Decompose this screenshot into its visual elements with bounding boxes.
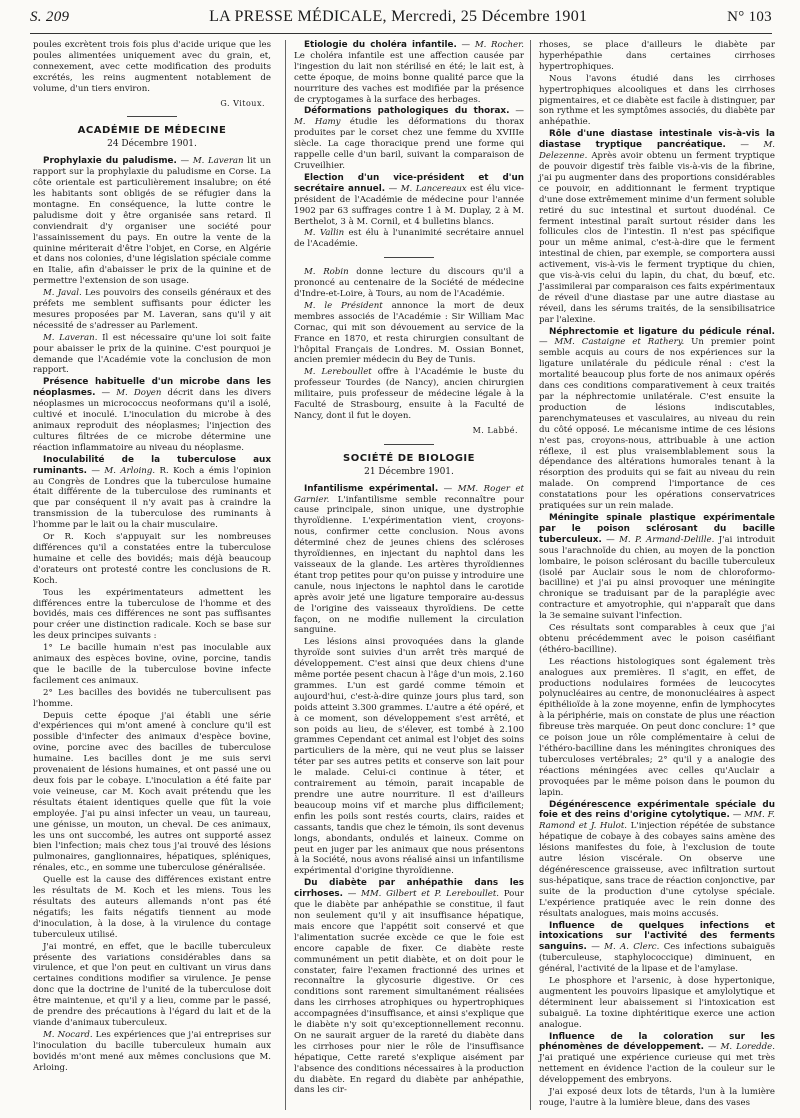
article-thorax: Déformations pathologiques du thorax. — M. Hamy étudie les déformations du thorax produites par le corset chez une femme du XVIIIe siècle. La cage thoracique prend une forme qui rappelle celle d'un baril, suivant la comparaison de Cruveilhier. <box>294 106 524 171</box>
article-text: J'ai introduit sous l'arachnoïde du chien, au moyen de la ponction lombaire, le poison sclérosant du bacille tuberculeux (isolé par Auclair sous le nom de chloroformo-bacilline) et j'ai pu ainsi provoquer une méningite chronique se traduisant par de la paraplégie avec contracture et amyotrophie, qui n'apparaît que dans la 3e semaine suivant l'infection. <box>539 534 775 622</box>
article-title: Inoculabilité de la tuberculose aux ruminants. <box>33 454 271 476</box>
article-coloration: Influence de la coloration sur les phénomènes de développement. — M. Loredde. J'ai pratiqué une expérience curieuse qui met très nettement en évidence l'action de la couleur sur le développement des embryons. <box>539 1031 775 1086</box>
article-title: Déformations pathologiques du thorax. <box>304 106 510 117</box>
paragraph: Le phosphore et l'arsenic, à dose hypertonique, augmentent les pouvoirs lipasique et amylolytique et déterminent leur abaissement si l'intoxication est subaiguë. La toxine diphtéritique exerce une action analogue. <box>539 976 775 1030</box>
paragraph <box>33 333 271 377</box>
paragraph: Les lésions ainsi provoquées dans la glande thyroïde sont suivies d'un arrêt très marqué de développement. C'est ainsi que deux chiens d'une même portée pesent chacun à l'âge d'un mois, 2.160 grammes. L'un est gardé comme témoin et aujourd'hui, c'est-à-dire quinze jours plus tard, son poids atteint 3.300 grammes. L'autre a été opéré, et à ce moment, son développement s'est arrêté, et son poids au lieu, de s'élever, est tombé à 2.100 grammes Cependant cet animal est l'objet des soins particuliers de la mère, qui ne veut plus se laisser téter par ses autres petits et conserve son lait pour le malade. Celui-ci continue à téter, et contrairement au témoin, parait incapable de prendre une autre nourriture. Il est d'ailleurs beaucoup moins vif et marche plus difficilement; enfin les poils sont restés courts, clairs, raides et cassants, tandis que chez le témoin, ils sont devenus longs, abondants, ondulés et laineux. Comme on peut en juger par les animaux que nous présentons à la Société, nous avons réalisé ainsi un infantilisme expérimental d'origine thyroïdienne. <box>294 637 524 877</box>
paragraph-text: Les expériences que j'ai entreprises sur l'inoculation du bacille tuberculeux humain aux bovidés m'ont mené aux mêmes conclusions que M. Arloing. <box>33 1029 271 1073</box>
article-text: J'ai pratiqué une expérience curieuse qui met très nettement en évidence l'action de la couleur sur le développement des embryons. <box>539 1053 775 1086</box>
article-tuberculose: Inoculabilité de la tuberculose aux ruminants. — M. Arloing. R. Koch a émis l'opinion au Congrès de Londres que la tuberculose humaine était différente de la tuberculose des ruminants et que par conséquent il n'y avait pas à craindre la transmission de la tuberculose des ruminants à l'homme par le lait ou la chair musculaire. <box>33 454 271 531</box>
column-middle <box>285 40 524 1110</box>
paragraph-text: donne lecture du discours qu'il a prononcé au centenaire de la Société de médecine d'Indre-et-Loire, à Tours, au nom de l'Académie. <box>294 267 524 300</box>
paragraph: 1° Le bacille humain n'est pas inoculable aux animaux des espèces bovine, ovine, porcine, tandis que le bacille de la tuberculose bovine infecte facilement ces animaux. <box>33 643 271 686</box>
paragraph: Nous l'avons étudié dans les cirrhoses hypertrophiques alcooliques et dans les cirrhoses pigmentaires, et ce diabète est facile à distinguer, par son rythme et les symptômes associés, du diabète par anhépathie. <box>539 73 775 128</box>
article-meningite: Méningite spinale plastique expérimentale par le poison sclérosant du bacille tuberculeux. — M. P. Armand-Delille. J'ai introduit sous l'arachnoïde du chien, au moyen de la ponction lombaire, le poison sclérosant du bacille tuberculeux (isolé par Auclair sous le nom de chloroformo-bacilline) et j'ai pu ainsi provoquer une méningite chronique se traduisant par de la paraplégie avec contracture et amyotrophie, qui n'apparaît que dans la 3e semaine suivant l'infection. <box>539 512 775 622</box>
page-reference: S. 209 <box>30 9 70 25</box>
speaker: M. Nocard. <box>43 1029 93 1040</box>
paragraph: Depuis cette époque j'ai établi une série d'expériences qui m'ont amené à conclure qu'il est possible d'infecter des animaux d'espèce bovine, ovine, porcine avec des bacilles de tuberculose humaine. Les bacilles dont je me suis servi provenaient de lésions humaines, et ont passé une ou deux fois par le cobaye. L'inoculation a été faite par voie veineuse, car M. Koch avait prétendu que les résultats étaient identiques quelle que fût la voie employée. J'ai pu ainsi infecter un veau, un taureau, une génisse, un mouton, un cheval. De ces animaux, les uns ont succombé, les autres ont supporté assez bien l'infection; mais chez tous j'ai trouvé des lésions pulmonaires, ganglionnaires, hépatiques, spléniques, rénales, etc., en somme une tuberculose généralisée. <box>33 710 271 874</box>
speaker: M. Laveran. <box>43 332 98 343</box>
section-date: 21 Décembre 1901. <box>364 466 454 477</box>
article-cholera: Etiologie du choléra infantile. — M. Rocher. Le choléra infantile est une affection causée par l'ingestion du lait non stérilisé en été; le lait est, à cette époque, de moins bonne qualité parce que la nourriture des vaches est modifiée par la présence de cryptogames à la surface des herbages. <box>294 40 524 105</box>
article-author: M. Loredde. <box>720 1042 775 1053</box>
paragraph <box>294 301 524 366</box>
article-title: Influence de la coloration sur les phénomènes de développement. <box>539 1031 775 1053</box>
article-text: L'injection répétée de substance hépatique de cobaye à des cobayes sains amène des lésions manifestes du foie, à l'exclusion de toute autre lésion viscérale. On observe une dégénérescence graisseuse, avec infiltration surtout sus-hépatique, sans trace de réaction conjonctive, par suite de la production d'une cytolyse spéciale. L'expérience pratiquée avec le rein donne des résultats analogues, mais moins accusés. <box>539 821 775 919</box>
intro-paragraph: poules excrètent trois fois plus d'acide urique que les poules alimentées uniquement avec du grain, et, connexement, avec cette modification des produits excrétés, les reins augmentent notablement de volume, d'un tiers environ. <box>33 40 271 94</box>
article-author: M. Arloing. <box>104 465 156 476</box>
paragraph: Or R. Koch s'appuyait sur les nombreuses différences qu'il a constatées entre la tuberculose humaine et celle des bovidés; mais déjà beaucoup d'orateurs ont protesté contre les conclusions de R. Koch. <box>33 532 271 586</box>
article-infantilisme: Infantilisme expérimental. — MM. Roger et Garnier. L'infantilisme semble reconnaître pour cause principale, sinon unique, une dystrophie thyroïdienne. L'expérimentation vient, croyons-nous, confirmer cette conclusion. Nous avons déterminé chez de jeunes chiens des scléroses thyroïdiennes, en injectant du naphtol dans les vaisseaux de la glande. Les artères thyroïdiennes étant trop petites pour qu'on puisse y introduire une canule, nous injectons le naphtol dans le carotide après avoir jeté une ligature temporaire au-dessus de l'origine des vaisseaux thyroïdiens. De cette façon, on ne modifie nullement la circulation sanguine. <box>294 483 524 636</box>
article-text: Pour que le diabète par anhépathie se constitue, il faut non seulement qu'il y ait insuffisance hépatique, mais encore que l'appétit soit conservé et que l'alimentation sucrée excède ce que le foie est encore capable de fixer. Ce diabète reste communément un petit diabète, et on doit pour le constater, faire l'examen fractionné des urines et reconnaître la glycosurie digestive. Or ces conditions sont rarement simultanément réalisées dans les cirrhoses atrophiques ou hypertrophiques accompagnées d'insuffisance, et ainsi s'explique que le diabète n'y soit qu'exceptionnellement reconnu. On ne saurait arguer de la rareté du diabète dans les cirrhoses pour nier le rôle de l'insuffisance hépatique, Cette rareté s'explique aisément par l'absence des conditions nécessaires à la production du diabète. En regard du diabète par anhépathie, dans les cir- <box>294 889 524 1096</box>
paragraph-text: Il est nécessaire qu'une loi soit faite pour abaisser le prix de la quinine. C'est pourquoi je demande que l'Académie vote la conclusion de mon rapport. <box>33 332 271 376</box>
article-microbe: Présence habituelle d'un microbe dans les néoplasmes. — M. Doyen décrit dans les divers néoplasmes un micrococcus neoformans qu'il a isolé, cultivé et inoculé. L'inoculation du microbe à des animaux reproduit des néoplasmes; l'injection des cultures filtrées de ce microbe détermine une réaction inflammatoire au niveau du néoplasme. <box>33 377 271 453</box>
article-author: MM. Roger et Garnier. <box>294 483 524 505</box>
paragraph <box>33 288 271 332</box>
article-text: Après avoir obtenu un ferment tryptique de pouvoir digestif très faible vis-à-vis de la fibrine, j'ai pu augmenter dans des proportions considérables ce pouvoir, en additionnant le ferment tryptique d'une dose extrêmement minime d'un ferment soluble retiré du suc intestinal et surtout duodénal. Ce ferment intestinal paraît surtout résider dans les follicules clos de l'intestin. Il n'est pas spécifique pour un même animal, c'est-à-dire que le ferment intestinal de chien, par exemple, se comportera aussi activement, vis-à-vis le ferment tryptique du chien, que vis-à-vis celui du lapin, du chat, du bœuf, etc. J'assimilerai par comparaison ces faits expérimentaux de réveil d'une diastase par une autre diastase au réveil, dans les sérums traités, de la sensibilisatrice par l'alexine. <box>539 151 775 325</box>
paragraph: rhoses, se place d'ailleurs le diabète par hyperhépathie dans certaines cirrhoses hypertrophiques. <box>539 40 775 72</box>
article-author: M. Hamy <box>294 117 341 128</box>
article-title: Dégénérescence expérimentale spéciale du foie et des reins d'origine cytolytique. <box>539 799 775 821</box>
article-author: M. Rocher. <box>474 40 524 50</box>
paragraph <box>294 367 524 422</box>
section-heading-biologie: SOCIÉTÉ DE BIOLOGIE <box>343 452 475 464</box>
paragraph-text: offre à l'Académie le buste du professeur Tourdes (de Nancy), ancien chirurgien militaire, puis professeur de médecine légale à la Faculté de Strasbourg, ensuite à la Faculté de Nancy, dont il fut le doyen. <box>294 367 524 421</box>
paragraph-text: Les pouvoirs des conseils généraux et des préfets me semblent suffisants pour édicter les mesures proposées par M. Laveran, sans qu'il y ait nécessité de s'adresser au Parlement. <box>33 288 271 331</box>
article-title: Influence de quelques infections et intoxications sur l'activité des ferments sanguins. <box>539 920 775 953</box>
article-title: Méningite spinale plastique expérimentale par le poison sclérosant du bacille tuberculeux. <box>539 512 775 545</box>
paragraph <box>294 267 524 300</box>
section-heading-academie: ACADÉMIE DE MÉDECINE <box>77 125 227 137</box>
header-rule <box>30 33 772 34</box>
paragraph: Ces résultats sont comparables à ceux que j'ai obtenu précédemment avec le poison caséifiant (éthéro-bacilline). <box>539 623 775 655</box>
paragraph: J'ai montré, en effet, que le bacille tuberculeux présente des variations considérables dans sa virulence, et que l'on peut en cultivant un virus dans certaines conditions modifier sa virulence. Je pense donc que la doctrine de l'unité de la tuberculose doit être maintenue, et qu'il y a lieu, comme par le passé, de prendre des précautions à l'égard du lait et de la viande d'animaux tuberculeux. <box>33 941 271 1028</box>
paragraph: 2° Les bacilles des bovidés ne tuberculisent pas l'homme. <box>33 687 271 709</box>
paragraph: Tous les expérimentateurs admettent les différences entre la tuberculose de l'homme et des bovidés, mais ces différences ne sont pas suffisantes pour créer une distinction radicale. Koch se base sur les deux principes suivants : <box>33 587 271 642</box>
section-signature: M. Labbé. <box>472 425 518 435</box>
separator <box>384 444 434 445</box>
article-author: MM. Castaigne et Rathery. <box>554 337 685 348</box>
intro-signature: G. Vitoux. <box>220 98 265 108</box>
article-title: Néphrectomie et ligature du pédicule rénal. <box>549 326 775 337</box>
article-paludisme: Prophylaxie du paludisme. — M. Laveran lit un rapport sur la prophylaxie du paludisme en Corse. La côte orientale est particulièrement insalubre; on été les habitants sont obligés de se réfugier dans la montagne. En conséquence, la lutte contre le paludisme doit y être organisée sans retard. Il conviendrait d'y organiser une société pour l'assainissement du pays. En outre la vente de la quinine mériterait d'être l'objet, en Corse, en Algérie et dans nos colonies, d'une législation spéciale comme en Italie, afin d'abaisser le prix de la quinine et de permettre l'extension de son usage. <box>33 156 271 287</box>
paragraph <box>33 1030 271 1074</box>
page-header <box>30 8 772 30</box>
article-author: M. P. Armand-Delille. <box>619 534 715 545</box>
article-title: Du diabète par anhépathie dans les cirrhoses. <box>294 878 524 900</box>
issue-number: N° 103 <box>727 9 772 25</box>
paragraph <box>294 228 524 250</box>
column-right <box>530 40 775 1110</box>
article-text: Le choléra infantile est une affection causée par l'ingestion du lait non stérilisé en été; le lait est, à cette époque, de moins bonne qualité parce que la nourriture des vaches est modifiée par la présence de cryptogames à la surface des herbages. <box>294 50 524 105</box>
speaker: M. Vallin <box>304 228 345 239</box>
article-author: M. Laveran <box>192 156 244 167</box>
article-author: M. A. Clerc. <box>604 942 660 953</box>
journal-title: LA PRESSE MÉDICALE, Mercredi, 25 Décembre 1901 <box>209 8 588 25</box>
article-author: MM. F. Ramond et J. Hulot. <box>539 810 775 832</box>
paragraph: Quelle est la cause des différences existant entre les résultats de M. Koch et les miens. Tous les résultats des auteurs allemands n'ont pas été négatifs; les faits négatifs tiennent au mode d'inoculation, à la dose, à la virulence du contage tuberculeux utilisé. <box>33 875 271 940</box>
article-ferments: Influence de quelques infections et intoxications sur l'activité des ferments sanguins. — M. A. Clerc. Ces infections subaiguës (tuberculeuse, staphylococcique) diminuent, en général, l'activité de la lipase et de l'amylase. <box>539 920 775 975</box>
article-degenerescence: Dégénérescence expérimentale spéciale du foie et des reins d'origine cytolytique. — MM. F. Ramond et J. Hulot. L'injection répétée de substance hépatique de cobaye à des cobayes sains amène des lésions manifestes du foie, à l'exclusion de toute autre lésion viscérale. On observe une dégénérescence graisseuse, avec infiltration surtout sus-hépatique, sans trace de réaction conjonctive, par suite de la production d'une cytolyse spéciale. L'expérience pratiquée avec le rein donne des résultats analogues, mais moins accusés. <box>539 799 775 919</box>
paragraph: J'ai exposé deux lots de têtards, l'un à la lumière rouge, l'autre à la lumière bleue, dans des vases <box>539 1087 775 1108</box>
column-left <box>33 40 271 1110</box>
article-title: Prophylaxie du paludisme. <box>43 156 177 167</box>
article-election: Election d'un vice-président et d'un secrétaire annuel. — M. Lancereaux est élu vice-président de l'Académie de médecine pour l'année 1902 par 63 suffrages contre 1 à M. Duplay, 2 à M. Berthelot, 3 à M. Cornil, et 4 bulletins blancs. <box>294 172 524 227</box>
article-text: Un premier point semble acquis au cours de nos expériences sur la ligature unilatérale du pédicule rénal : c'est la mortalité beaucoup plus forte de nos animaux opérés dans ces conditions comparativement à ceux traités par la néphrectomie unilatérale. C'est ensuite la production de lésions indiscutables, parenchymateuses et vasculaires, au niveau du rein du côté opposé. Le mécanisme intime de ces lésions n'est pas, croyons-nous, attribuable à une action réflexe, il est plus vraisemblablement sous la dépendance des altérations humorales tenant à la résorption des produits qui se fait au niveau du rein malade. On comprend l'importance de ces constatations pour les opérations conservatrices pratiquées sur un rein malade. <box>539 337 775 512</box>
article-title: Présence habituelle d'un microbe dans les néoplasmes. <box>33 377 271 399</box>
article-diastase: Rôle d'une diastase intestinale vis-à-vis la diastase tryptique pancréatique. — M. Delezenne. Après avoir obtenu un ferment tryptique de pouvoir digestif très faible vis-à-vis de la fibrine, j'ai pu augmenter dans des proportions considérables ce pouvoir, en additionnant le ferment tryptique d'une dose extrêmement minime d'un ferment soluble retiré du suc intestinal et surtout duodénal. Ce ferment intestinal paraît surtout résider dans les follicules clos de l'intestin. Il n'est pas spécifique pour un même animal, c'est-à-dire que le ferment intestinal de chien, par exemple, se comportera aussi activement, vis-à-vis le ferment tryptique du chien, que vis-à-vis celui du lapin, du chat, du bœuf, etc. J'assimilerai par comparaison ces faits expérimentaux de réveil d'une diastase par une autre diastase au réveil, dans les sérums traités, de la sensibilisatrice par l'alexine. <box>539 129 775 325</box>
article-author: M. Lancereaux <box>400 183 467 194</box>
article-text: Ces infections subaiguës (tuberculeuse, staphylococcique) diminuent, en général, l'activité de la lipase et de l'amylase. <box>539 942 775 975</box>
speaker: M. le Président <box>304 300 383 311</box>
article-diabete: Du diabète par anhépathie dans les cirrhoses. — MM. Gilbert et P. Lereboullet. Pour que le diabète par anhépathie se constitue, il faut non seulement qu'il y ait insuffisance hépatique, mais encore que l'appétit soit conservé et que l'alimentation sucrée excède ce que le foie est encore capable de fixer. Ce diabète reste communément un petit diabète, et on doit pour le constater, faire l'examen fractionné des urines et reconnaître la glycosurie digestive. Or ces conditions sont rarement simultanément réalisées dans les cirrhoses atrophiques ou hypertrophiques accompagnées d'insuffisance, et ainsi s'explique que le diabète n'y soit qu'exceptionnellement reconnu. On ne saurait arguer de la rareté du diabète dans les cirrhoses pour nier le rôle de l'insuffisance hépatique, Cette rareté s'explique aisément par l'absence des conditions nécessaires à la production du diabète. En regard du diabète par anhépathie, dans les cir- <box>294 878 524 1096</box>
article-text: est élu vice-président de l'Académie de médecine pour l'année 1902 par 63 suffrages contre 1 à M. Duplay, 2 à M. Berthelot, 3 à M. Cornil, et 4 bulletins blancs. <box>294 183 524 227</box>
article-author: M. Doyen <box>116 388 162 399</box>
article-title: Rôle d'une diastase intestinale vis-à-vis la diastase tryptique pancréatique. <box>539 129 775 151</box>
article-author: MM. Gilbert et P. Lereboullet. <box>361 889 500 900</box>
section-date: 24 Décembre 1901. <box>107 139 197 150</box>
article-text: R. Koch a émis l'opinion au Congrès de Londres que la tuberculose humaine était différente de la tuberculose des ruminants et que par conséquent il n'y avait pas à craindre la transmission de la tuberculose des ruminants à l'homme par le lait ou la chair musculaire. <box>33 465 271 531</box>
speaker: M. Robin <box>304 267 349 278</box>
article-text: lit un rapport sur la prophylaxie du paludisme en Corse. La côte orientale est particulièrement insalubre; on été les habitants sont obligés de se réfugier dans la montagne. En conséquence, la lutte contre le paludisme doit y être organisée sans retard. Il conviendrait d'y organiser une société pour l'assainissement du pays. En outre la vente de la quinine mériterait d'être l'objet, en Corse, en Algérie et dans nos colonies, d'une législation spéciale comme en Italie, afin d'abaisser le prix de la quinine et de permettre l'extension de son usage. <box>33 156 271 287</box>
article-author: M. Delezenne. <box>539 140 775 162</box>
paragraph-text: annonce la mort de deux membres associés de l'Académie : Sir William Mac Cornac, qui mit son dévouement au service de la France en 1870, et resta chirurgien consultant de l'hôpital Français de Londres. M. Ossian Bonnet, ancien premier médecin du Bey de Tunis. <box>294 300 524 366</box>
article-text: décrit dans les divers néoplasmes un micrococcus neoformans qu'il a isolé, cultivé et inoculé. L'inoculation du microbe à des animaux reproduit des néoplasmes; l'injection des cultures filtrées de ce microbe détermine une réaction inflammatoire au niveau du néoplasme. <box>33 388 271 453</box>
speaker: M. Lereboullet <box>304 367 372 378</box>
separator <box>127 116 177 117</box>
article-title: Election d'un vice-président et d'un secrétaire annuel. <box>294 172 524 194</box>
paragraph-text: est élu à l'unanimité secrétaire annuel de l'Académie. <box>294 228 524 250</box>
article-title: Etiologie du choléra infantile. <box>304 40 457 50</box>
article-title: Infantilisme expérimental. <box>304 483 439 494</box>
article-nephrectomie: Néphrectomie et ligature du pédicule rénal. — MM. Castaigne et Rathery. Un premier point semble acquis au cours de nos expériences sur la ligature unilatérale du pédicule rénal : c'est la mortalité beaucoup plus forte de nos animaux opérés dans ces conditions comparativement à ceux traités par la néphrectomie unilatérale. C'est ensuite la production de lésions indiscutables, parenchymateuses et vasculaires, au niveau du rein du côté opposé. Le mécanisme intime de ces lésions n'est pas, croyons-nous, attribuable à une action réflexe, il est plus vraisemblablement sous la dépendance des altérations humorales tenant à la résorption des produits qui se fait au niveau du rein malade. On comprend l'importance de ces constatations pour les opérations conservatrices pratiquées sur un rein malade. <box>539 326 775 512</box>
paragraph: Les réactions histologiques sont également très analogues aux premières. Il s'agit, en effet, de productions nodulaires formées de leucocytes polynucléaires au centre, de mononucléaires à aspect épithélioïde à la zone moyenne, enfin de lymphocytes à la périphérie, mais on constate de plus une réaction fibreuse très marquée. On peut donc conclure: 1° que ce poison joue un rôle complémentaire à celui de l'éthéro-bacilline dans les méningites chroniques des tuberculoses vertébrales; 2° qu'il y a analogie des réactions méningées avec celles qu'Auclair a provoquées par le même poison dans le poumon du lapin. <box>539 656 775 798</box>
separator <box>384 257 434 258</box>
speaker: M. Javal. <box>43 288 82 299</box>
article-text: L'infantilisme semble reconnaître pour cause principale, sinon unique, une dystrophie thyroïdienne. L'expérimentation vient, croyons-nous, confirmer cette conclusion. Nous avons déterminé chez de jeunes chiens des scléroses thyroïdiennes, en injectant du naphtol dans les vaisseaux de la glande. Les artères thyroïdiennes étant trop petites pour qu'on puisse y introduire une canule, nous injectons le naphtol dans le carotide après avoir jeté une ligature temporaire au-dessus de l'origine des vaisseaux thyroïdiens. De cette façon, on ne modifie nullement la circulation sanguine. <box>294 494 524 636</box>
article-text: étudie les déformations du thorax produites par le corset chez une femme du XVIIIe siècle. La cage thoracique prend une forme qui rappelle celle d'un baril, suivant la comparaison de Cruveilhier. <box>294 117 524 171</box>
